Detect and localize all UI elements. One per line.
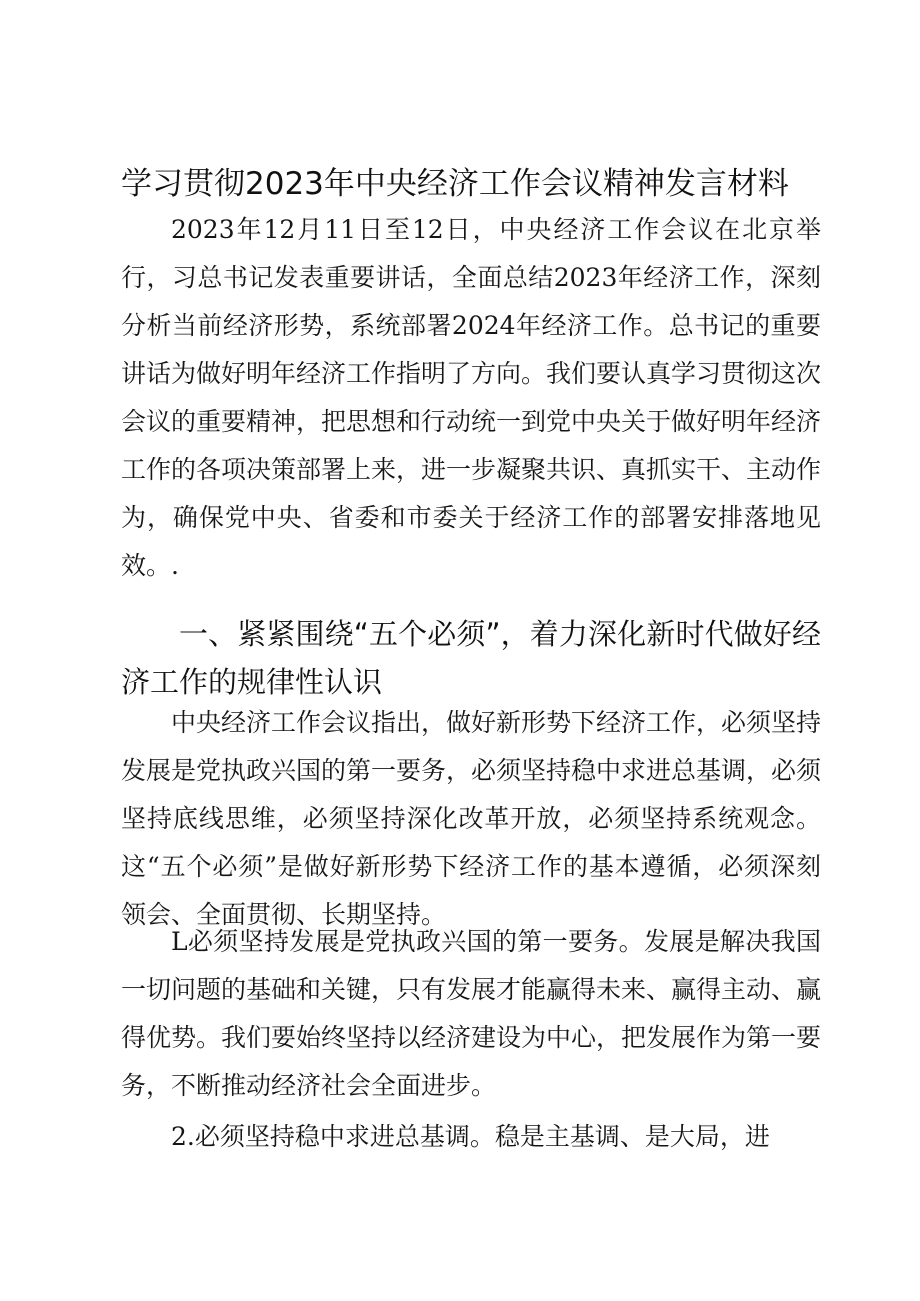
intro-paragraph: 2023年12月11日至12日，中央经济工作会议在北京举行，习总书记发表重要讲话，全面总结2023年经济工作，深刻分析当前经济形势，系统部署2024年经济工作。总书记的重要讲话为做好明年经济工作指明了方向。我们要认真学习贯彻这次会议的重要精神，把思想和行动统一到党中央关于做好明年经济工作的各项决策部署上来，进一步凝聚共识、真抓实干、主动作为，确保党中央、省委和市委关于经济工作的部署安排落地见效。. — [121, 215, 822, 580]
section-one-heading: 一、紧紧围绕“五个必须”，着力深化新时代做好经济工作的规律性认识 — [121, 617, 821, 699]
section-one-item-1: L必须坚持发展是党执政兴国的第一要务。发展是解决我国一切问题的基础和关键，只有发展才能赢得未来、赢得主动、赢得优势。我们要始终坚持以经济建设为中心，把发展作为第一要务，不断推动经济社会全面进步。 — [121, 927, 822, 1100]
document-title: 学习贯彻2023年中央经济工作会议精神发言材料 — [121, 166, 789, 202]
section-one-item-2: 2.必须坚持稳中求进总基调。稳是主基调、是大局，进 — [171, 1122, 770, 1151]
section-one-paragraph: 中央经济工作会议指出，做好新形势下经济工作，必须坚持发展是党执政兴国的第一要务，必须坚持稳中求进总基调，必须坚持底线思维，必须坚持深化改革开放，必须坚持系统观念。这“五个必须”是做好新形势下经济工作的基本遵循，必须深刻领会、全面贯彻、长期坚持。 — [121, 708, 822, 929]
